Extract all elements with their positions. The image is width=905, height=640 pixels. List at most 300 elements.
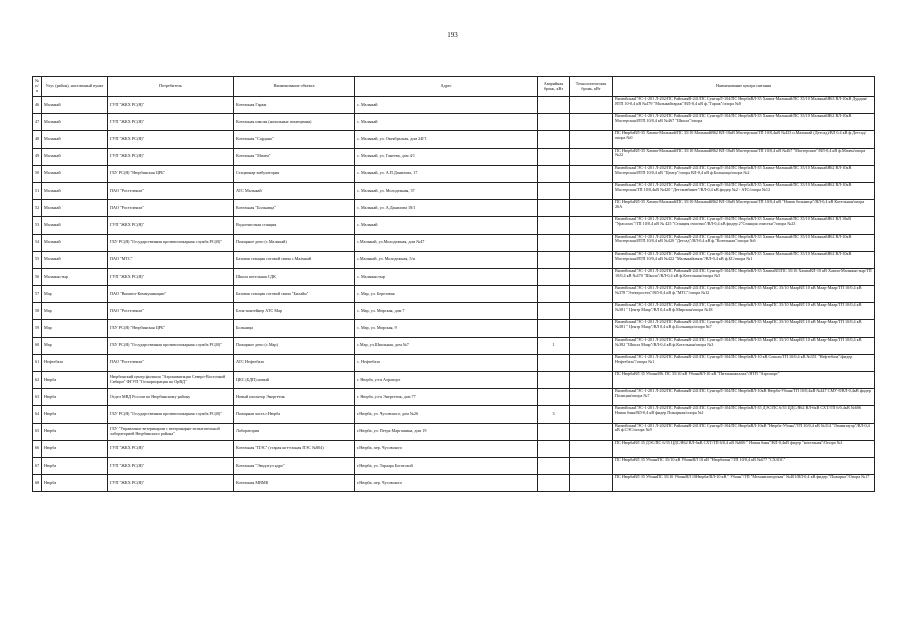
cell-power-center [613,268,875,285]
cell-emergency-reserve [538,475,570,492]
table-row [33,200,875,217]
cell-settlement [42,457,108,474]
cell-emergency-reserve [538,354,570,371]
cell-address-text: с. Малыкай, ул. А.Данилова 18/1 [357,205,416,210]
cell-power-center [613,423,875,440]
cell-power-center-text: ПС НюрбаВЛ-35 Хампа-Малыкай/ПС 35/10 МалыкайЯ62 ВЛ-10кВ Мастерская/ТП 10/0,4 кВ №467 "Мастерские"/ВЛ-0,4 кВ ф.Мачен/опора №22 [615,148,866,158]
cell-address-text: с. Малыкай, ул. Молодежная, 37 [357,188,415,193]
cell-num [33,251,42,268]
cell-num-text: 48 [35,137,39,142]
cell-power-center [613,457,875,474]
header-address: Адрес [355,77,538,97]
cell-num [33,389,42,406]
cell-num-text: 53 [35,222,39,227]
cell-object-text: Новый изолятор Энергетик [236,394,285,399]
table-row [33,457,875,474]
table-row [33,389,875,406]
cell-num-text: 66 [35,446,39,451]
cell-settlement [42,148,108,165]
cell-num [33,337,42,354]
cell-num [33,131,42,148]
cell-tech-reserve [570,165,613,182]
cell-power-center [613,303,875,320]
cell-num [33,354,42,371]
cell-object-text: АТС Малыкай [236,188,262,193]
table-row [33,320,875,337]
cell-num [33,217,42,234]
cell-settlement-text: Нюрба [44,463,57,468]
cell-object [234,251,355,268]
cell-object-text: АТС Нефтебаза [236,360,264,365]
cell-emergency-reserve [538,423,570,440]
cell-address [355,423,538,440]
cell-power-center-text: ВилюйскаяГЭС-1-201 Л-202/ПС РайонаяВ-241/ПС СунтарЛ-104/ПС НюрбаВЛ-35 Хампа-Малыкай/ПС 35/10 МалыкайЯ62 ВЛ-10кВ Мастерская/ЯТП 10/0,4 кВ "Центр"/опора ВЛ-0,4 кВ ф.Больница/опора №2 [615,165,852,175]
cell-settlement-text: Малыкай [44,257,61,262]
cell-num-text: 63 [35,394,39,399]
cell-power-center-text: ПС НюрбаВЛ 35 Убоян/Я6. ПС 35/10 кВ УбоянВЛ-10 кВ "Питлыкавсалах"/ЯТП "Аэропорт" [615,372,780,376]
table-row [33,423,875,440]
cell-consumer [108,389,234,406]
cell-tech-reserve [570,389,613,406]
cell-num [33,440,42,457]
cell-tech-reserve [570,320,613,337]
cell-power-center [613,182,875,199]
cell-settlement-text: Нюрба [44,429,57,434]
cell-emergency-reserve [538,268,570,285]
cell-object-text: Базовая станция сотовой связи с.Малыкай [236,257,312,262]
cell-power-center [613,114,875,131]
cell-settlement-text: Мар [44,343,52,348]
cell-num-text: 65 [35,429,39,434]
cell-emergency-reserve [538,286,570,303]
header-feed: Наименование центра питания [613,77,875,97]
cell-num-text: 47 [35,119,39,124]
cell-address [355,440,538,457]
table-row [33,114,875,131]
cell-tech-reserve [570,303,613,320]
cell-address [355,268,538,285]
cell-consumer-text: ГУП "ЖКХ РС(Я)" [110,102,145,107]
table-row [33,148,875,165]
cell-settlement [42,234,108,251]
header-consumer: Потребитель [108,77,234,97]
cell-power-center-text: ВилюйскаяГЭС-1-201 Л-202/ПС РайонаяВ-241/ПС СунтарЛ-104/ПС НюрбаВЛ-35 МаарПС 35/10 МаарВЛ 10 кВ Маар-Маар/ТП 10/0,4 кВ №381 " Центр Маар"/ВЛ 0,4 кВ ф.Больница/опора №7 [615,320,862,330]
cell-emergency-reserve [538,440,570,457]
cell-settlement-text: Малыкыстыр [44,274,68,279]
cell-emergency-reserve [538,97,570,114]
cell-settlement [42,354,108,371]
cell-consumer-text: ГБУ РС(Я) "Нюрбинская ЦРБ" [110,326,166,331]
cell-power-center [613,337,875,354]
cell-settlement [42,475,108,492]
cell-settlement-text: Нюрба [44,480,57,485]
cell-tech-reserve [570,372,613,389]
cell-object-text: ЦКС (БДП) новый [236,377,269,382]
cell-power-center [613,372,875,389]
cell-address [355,200,538,217]
cell-consumer-text: ПАО "Вымпел-Коммуникации" [110,291,167,296]
cell-consumer-text: ГУП "ЖКХ РС(Я)" [110,154,145,159]
cell-address-text: с.Малыкай, ул.Молодежная, дом №47 [357,240,425,245]
cell-address [355,217,538,234]
cell-consumer-text: ГУП "ЖКХ РС(Я)" [110,137,145,142]
cell-emergency-reserve [538,406,570,423]
cell-consumer [108,372,234,389]
cell-power-center-text: ПС НюрбаВЛ 35 ДЭС/ПС 6/35 ЦДС/Я62 ВЛ-6кВ СХТ/ТП 6/0,4 кВ №606 " Новая баня"/ВЛ-0,4кВ фидер "котельная"/Опора №1 [615,440,843,445]
cell-address-text: с. Малыкай, ул. А.П.Данилова, 17 [357,171,418,176]
cell-num [33,457,42,474]
cell-settlement-text: Нюрба [44,394,57,399]
cell-settlement-text: Малыкай [44,171,61,176]
cell-power-center [613,389,875,406]
cell-num-text: 51 [35,188,39,193]
cell-consumer [108,97,234,114]
cell-consumer [108,320,234,337]
cell-tech-reserve [570,182,613,199]
cell-object-text: Школа котельная СДК [236,274,276,279]
table-row [33,234,875,251]
cell-consumer [108,114,234,131]
cell-settlement-text: Мар [44,291,52,296]
cell-power-center [613,286,875,303]
cell-address-text: г.Нюрба, пер. Чусовского [357,446,403,451]
cell-address [355,286,538,303]
cell-object-text: Пожарное депо (с.Мар) [236,343,278,348]
cell-tech-reserve [570,217,613,234]
cell-num-text: 64 [35,412,39,417]
cell-settlement-text: Малыкай [44,154,61,159]
cell-settlement [42,268,108,285]
cell-consumer [108,165,234,182]
cell-object [234,320,355,337]
cell-object [234,217,355,234]
cell-address-text: с. Малыкай, ул. Ганеева, дом 4/1 [357,154,415,159]
cell-power-center-text: ВилюйскаяГЭС-1-201 Л-202/ПС РайонаяВ-241/ПС СунтарЛ-104/ПС НюрбаВЛ-35 Хампа-Малыкай/ПС 35/10 МалыкайЯ62 ВЛ-10кВ Мастерская/ЯТП 10/0,4 кВ №467 "Школа"/опора [615,114,852,124]
cell-power-center [613,251,875,268]
cell-object-text: Котельная "ПЭС" (старая кот-ельная ПЭС №804) [236,446,324,451]
cell-power-center [613,475,875,492]
cell-object [234,389,355,406]
cell-object [234,268,355,285]
cell-power-center-text: ВилюйскаяГЭС-1-201 Л-202/ПС РайонаяВ-241/ПС СунтарЛ-104/ПС НюрбаВЛ-35 Хампа-Малыкай/ПС 35/10 МалыкайЯ62 ВЛ-10кВ Мастерская/ЯТП 10/0,4 кВ №422 "Малыкайсвязь"/ВЛ-0,4 кВ ф.БС/опора №1 [615,251,852,261]
cell-consumer [108,457,234,474]
cell-object [234,114,355,131]
table-row [33,337,875,354]
cell-address-text: с. Мар, ул. Мирская, дом 7 [357,308,405,313]
cell-num [33,114,42,131]
cell-num-text: 58 [35,308,39,313]
cell-consumer-text: Нюрбинский центр филиала "Аэронавигация Северо-Восточной Сибири" ФГУП "Госкорпорация по ОрВД" [110,375,226,385]
cell-object-text: Котельная МВМК [236,480,269,485]
cell-settlement [42,97,108,114]
cell-consumer [108,217,234,234]
cell-consumer [108,268,234,285]
register-table [32,76,875,492]
cell-settlement-text: Нюрба [44,446,57,451]
cell-power-center-text: ВилюйскаяГЭС-1-201 Л-202/ПС РайонаяВ-241/ПС СунтарЛ-104/ПС НюрбаВЛ-35 Хампа-Малыкай/ПС 35/10 МалыкайЯ62 ВЛ-10кВ Мастерская/ТП 10/0,4кВ №420 "Детсковбинет"/ВЛ-0,4 кВ фидер №2 - АТС/опора №12 [615,182,852,192]
table-body [33,97,875,492]
cell-consumer [108,148,234,165]
cell-consumer [108,423,234,440]
cell-emergency-reserve [538,337,570,354]
cell-emergency-reserve-text: 1 [552,343,555,348]
cell-emergency-reserve [538,303,570,320]
cell-emergency-reserve [538,182,570,199]
cell-num-text: 56 [35,274,39,279]
cell-num-text: 49 [35,154,39,159]
cell-settlement-text: Малыкай [44,102,61,107]
cell-power-center [613,234,875,251]
cell-address-text: с.Малыкай, ул. Молодежная, 5/и [357,257,415,262]
cell-object [234,286,355,303]
cell-address [355,97,538,114]
cell-settlement [42,286,108,303]
cell-consumer [108,354,234,371]
cell-tech-reserve [570,200,613,217]
cell-tech-reserve [570,354,613,371]
cell-consumer-text: ГУП "ЖКХ РС(Я)" [110,274,145,279]
cell-object [234,182,355,199]
cell-power-center [613,131,875,148]
cell-consumer-text: ГУП "ЖКХ РС(Я)" [110,480,145,485]
cell-emergency-reserve [538,234,570,251]
cell-settlement-text: Нефтебаза [44,360,63,365]
cell-consumer-text: Отдел МВД России по Нюрбинскому району [110,394,191,399]
cell-emergency-reserve [538,200,570,217]
cell-power-center-text: ВилюйскаяГЭС-1-201 Л-202/ПС РайонаяВ-241/ПС СунтарЛ-104/ПС НюрбаВЛ-35 ДЭС/ПС 6/35 ЦДС/Я62 ВЛ-6кВ СХТ/ТП 6/0,4кВ №606 Новая баня/ВЛ-0,4 кВ фидер Пожарная/опора №1 [615,406,862,416]
cell-power-center-text: ВилюйскаяГЭС-1-201 Л-202/ПС РайонаяВ-241/ПС СунтарЛ-104/ПС НюрбаВЛ-10кВ Нюрба-Убоян/ТП 10/0,4кВ №447 СМУ-8/ВЛ-0,4кВ фидер Полиция/опора №7 [615,389,871,399]
table-row [33,286,875,303]
cell-address-text: с. Мар, ул. Мирская, 9 [357,326,397,331]
table-header [33,77,875,97]
cell-object-text: Котельная "Мачен" [236,154,271,159]
header-object: Наименование объекта [234,77,355,97]
cell-power-center [613,320,875,337]
cell-object [234,97,355,114]
cell-power-center-text: ВилюйскаяГЭС-1-201 Л-202/ПС РайонаяВ-241/ПС СунтарЛ-104/ПС НюрбаВЛ-35 МаарПС 35/10 МаарВЛ 10 кВ Маар-Маар/ТП 10/0,4 кВ №382 "Школа Маар"/ВЛ-0,4 кВ ф.Котельная/опора №3 [615,337,862,347]
table-row [33,475,875,492]
cell-num [33,423,42,440]
cell-object-text: Котельная "Сардана" [236,137,274,142]
cell-settlement [42,406,108,423]
cell-num [33,372,42,389]
cell-consumer [108,200,234,217]
cell-object [234,234,355,251]
cell-power-center [613,200,875,217]
cell-emergency-reserve [538,114,570,131]
cell-num [33,268,42,285]
table-row [33,354,875,371]
cell-emergency-reserve [538,320,570,337]
page-number: 193 [447,31,458,39]
cell-settlement-text: Малыкай [44,222,61,227]
cell-consumer-text: ПАО "Ростелеком" [110,308,144,313]
cell-object [234,475,355,492]
header-emergency: Аварийная бронь, кВт [538,77,570,97]
cell-consumer [108,234,234,251]
cell-settlement-text: Нюрба [44,377,57,382]
cell-settlement [42,423,108,440]
cell-address [355,303,538,320]
cell-num [33,182,42,199]
cell-power-center-text: ВилюйскаяГЭС-1-201 Л-202/ПС РайонаяВ-241/ПС СунтарЛ-104/ПС НюрбаВЛ-35 ХампаВЛ/ПС 35/10 ХампаВЛ-10 кВ Хампа-Малыкыстыр/ТП 10/0,4 кВ №470 "Школа"/ВЛ-0,4 кВ ф.Котельная/опора №5 [615,268,872,278]
table-row [33,406,875,423]
cell-emergency-reserve [538,131,570,148]
cell-object [234,148,355,165]
header-tech: Технологическая бронь, кВт [570,77,613,97]
cell-emergency-reserve [538,217,570,234]
cell-consumer-text: ГУП "ЖКХ РС(Я)" [110,446,145,451]
cell-num [33,286,42,303]
cell-tech-reserve [570,114,613,131]
table-row [33,303,875,320]
cell-power-center-text: ВилюйскаяГЭС-1-201 Л-202/ПС РайонаяВ-241/ПС СунтарЛ-104/ПС НюрбаВЛ-10 кВ Соколь/ТП 10/0,4 кВ №351 "Нефтебаза"/фидер Нефтебаза"/опора №1 [615,354,853,364]
cell-tech-reserve [570,268,613,285]
cell-address-text: с. Малыкай [357,222,378,227]
cell-consumer-text: ПАО "МТС" [110,257,133,262]
cell-settlement [42,165,108,182]
cell-consumer-text: ГБУ РС(Я) "Государственная противопожарная служба РС(Я)" [110,343,222,348]
cell-num-text: 50 [35,171,39,176]
cell-address [355,131,538,148]
cell-object [234,303,355,320]
cell-address-text: с. Малыкыстыр [357,274,385,279]
cell-power-center [613,217,875,234]
cell-address [355,251,538,268]
cell-address-text: с. Малыкай, ул. Октябрьская, дом 24Г1 [357,137,427,142]
cell-consumer-text: ПАО "Ростелеком" [110,188,144,193]
cell-address-text: г.Нюрба, пер. Чусовского [357,480,403,485]
cell-address-text: г.Нюрба, ул. Чусовского, дом №26 [357,412,419,417]
cell-address [355,389,538,406]
cell-emergency-reserve [538,251,570,268]
cell-consumer-text: ГБУ РС(Я) "Нюрбинская ЦРБ" [110,171,166,176]
cell-tech-reserve [570,131,613,148]
header-settlement: Улус (район), населенный пункт [42,77,108,97]
cell-emergency-reserve [538,148,570,165]
cell-settlement-text: Мар [44,308,52,313]
table-row [33,131,875,148]
header-num: № п/п [33,77,42,97]
cell-object [234,131,355,148]
cell-num [33,475,42,492]
cell-address [355,354,538,371]
cell-settlement [42,200,108,217]
cell-consumer [108,406,234,423]
cell-object [234,457,355,474]
cell-consumer [108,131,234,148]
cell-object-text: Больница [236,326,254,331]
cell-num-text: 46 [35,102,39,107]
cell-consumer-text: ГБУ "Управление ветеринарии с ветеринарно-испытательной лабораторией Нюрбинского района" [110,426,220,436]
cell-settlement [42,131,108,148]
cell-tech-reserve [570,406,613,423]
table-row [33,251,875,268]
cell-consumer-text: ГУП "ЖКХ РС(Я)" [110,222,145,227]
cell-num-text: 61 [35,360,39,365]
cell-power-center [613,165,875,182]
cell-num [33,234,42,251]
cell-settlement [42,251,108,268]
cell-object-text: Лаборатория [236,429,259,434]
cell-power-center-text: ВилюйскаяГЭС-1-201 Л-202/ПС РайонаяВ-241/ПС СунтарЛ-104/ПС НюрбаВЛ-10кВ "Нюрба-Убоян"/ТП 10/0,4 кВ №314 "Ленинтауэр"/ВЛ-0,4 кВ ф.СЭС/опора №9 [615,423,870,433]
cell-power-center [613,97,875,114]
cell-object [234,200,355,217]
cell-object-text: Блок-контейнер АТС Мар [236,308,283,313]
cell-address [355,406,538,423]
cell-address [355,320,538,337]
table-row [33,268,875,285]
cell-object-text: Котельная "Эвадлгул ядро" [236,463,285,468]
cell-tech-reserve [570,251,613,268]
cell-settlement [42,440,108,457]
cell-num [33,148,42,165]
cell-settlement [42,337,108,354]
cell-num-text: 62 [35,377,39,382]
cell-power-center-text: ВилюйскаяГЭС-1-201 Л-202/ПС РайонаяВ-241/ПС СунтарЛ-104/ПС НюрбаВЛ-35 МаарПС 35/10 МаарВЛ 10 кВ Маар-Маар/ТП 10/0,4 кВ №381 " Центр Маар"/ВЛ 0,4 кВ ф.Мирская/опора №18 [615,303,862,313]
cell-power-center [613,148,875,165]
cell-tech-reserve [570,234,613,251]
cell-tech-reserve [570,440,613,457]
cell-emergency-reserve-text: 3 [552,412,555,417]
table-row [33,440,875,457]
cell-address [355,165,538,182]
cell-object [234,165,355,182]
cell-num-text: 54 [35,240,39,245]
cell-emergency-reserve [538,389,570,406]
cell-consumer-text: ПАО "Ростелеком" [110,205,144,210]
cell-address [355,234,538,251]
cell-num-text: 57 [35,291,39,296]
cell-settlement [42,389,108,406]
cell-object-text: Пожарная часть г.Нюрба [236,412,281,417]
cell-num-text: 68 [35,480,39,485]
cell-tech-reserve [570,423,613,440]
cell-num [33,320,42,337]
cell-tech-reserve [570,148,613,165]
cell-power-center-text: ВилюйскаяГЭС-1-201 Л-202/ПС РайонаяВ-241/ПС СунтарЛ-104/ПС НюрбаВЛ-35 МаарПС 35/10 МаарВЛ 10 кВ Маар-Маар/ТП 10/0,4 кВ №378 "Электросеть"/ВЛ-0,4 кВ ф."МТС"/опора №12 [615,286,862,295]
cell-settlement [42,320,108,337]
cell-settlement-text: Нюрба [44,412,57,417]
cell-address [355,114,538,131]
cell-settlement [42,182,108,199]
cell-address-text: г.Нюрба, ул. Тараара Богатской [357,463,413,468]
cell-consumer-text: ГБУ РС(Я) "Государственная противопожарная служба РС(Я)" [110,412,222,417]
table-row [33,372,875,389]
cell-settlement-text: Малыкай [44,137,61,142]
cell-settlement-text: Мар [44,326,52,331]
cell-num [33,406,42,423]
cell-emergency-reserve [538,372,570,389]
cell-address [355,475,538,492]
cell-settlement [42,303,108,320]
cell-address [355,372,538,389]
cell-power-center-text: ВилюйскаяГЭС-1-201 Л-202/ПС РайонаяВ-241/ПС СунтарЛ-104/ПС НюрбаВЛ-35 Хампа-Малыкай/ПС 35/10 МалыкайЯ61 ВЛ 10кВ "Урасалах"/ТП 10/0,4 кВ № 425 "Станция очистки"/ВЛ-0,4 кВ фидер 2"Станция очистки"/опора №23 [615,217,852,227]
cell-address-text: с. Нефтебаза [357,360,380,365]
cell-consumer-text: ПАО "Ростелеком" [110,360,144,365]
cell-settlement-text: Малыкай [44,188,61,193]
cell-object-text: Котельная "Больница" [236,205,276,210]
cell-object-text: Базовая станция сотовой связи "Билайн" [236,291,309,296]
cell-settlement [42,114,108,131]
cell-consumer-text: ГУП "ЖКХ РС(Я)" [110,119,145,124]
cell-power-center-text: ПС НюрбаВЛ-35 Хампа-Малыкай/ПС 35/10 МалыкайЯ62 ВЛ-10кВ Мастерская/ТП 10/0,4 кВ "Новая больница"/ВЛ-0,4 кВ Котельная/опора 26А [615,200,865,210]
cell-settlement-text: Малыкай [44,240,61,245]
cell-power-center [613,354,875,371]
cell-num [33,303,42,320]
table-row [33,182,875,199]
cell-tech-reserve [570,475,613,492]
